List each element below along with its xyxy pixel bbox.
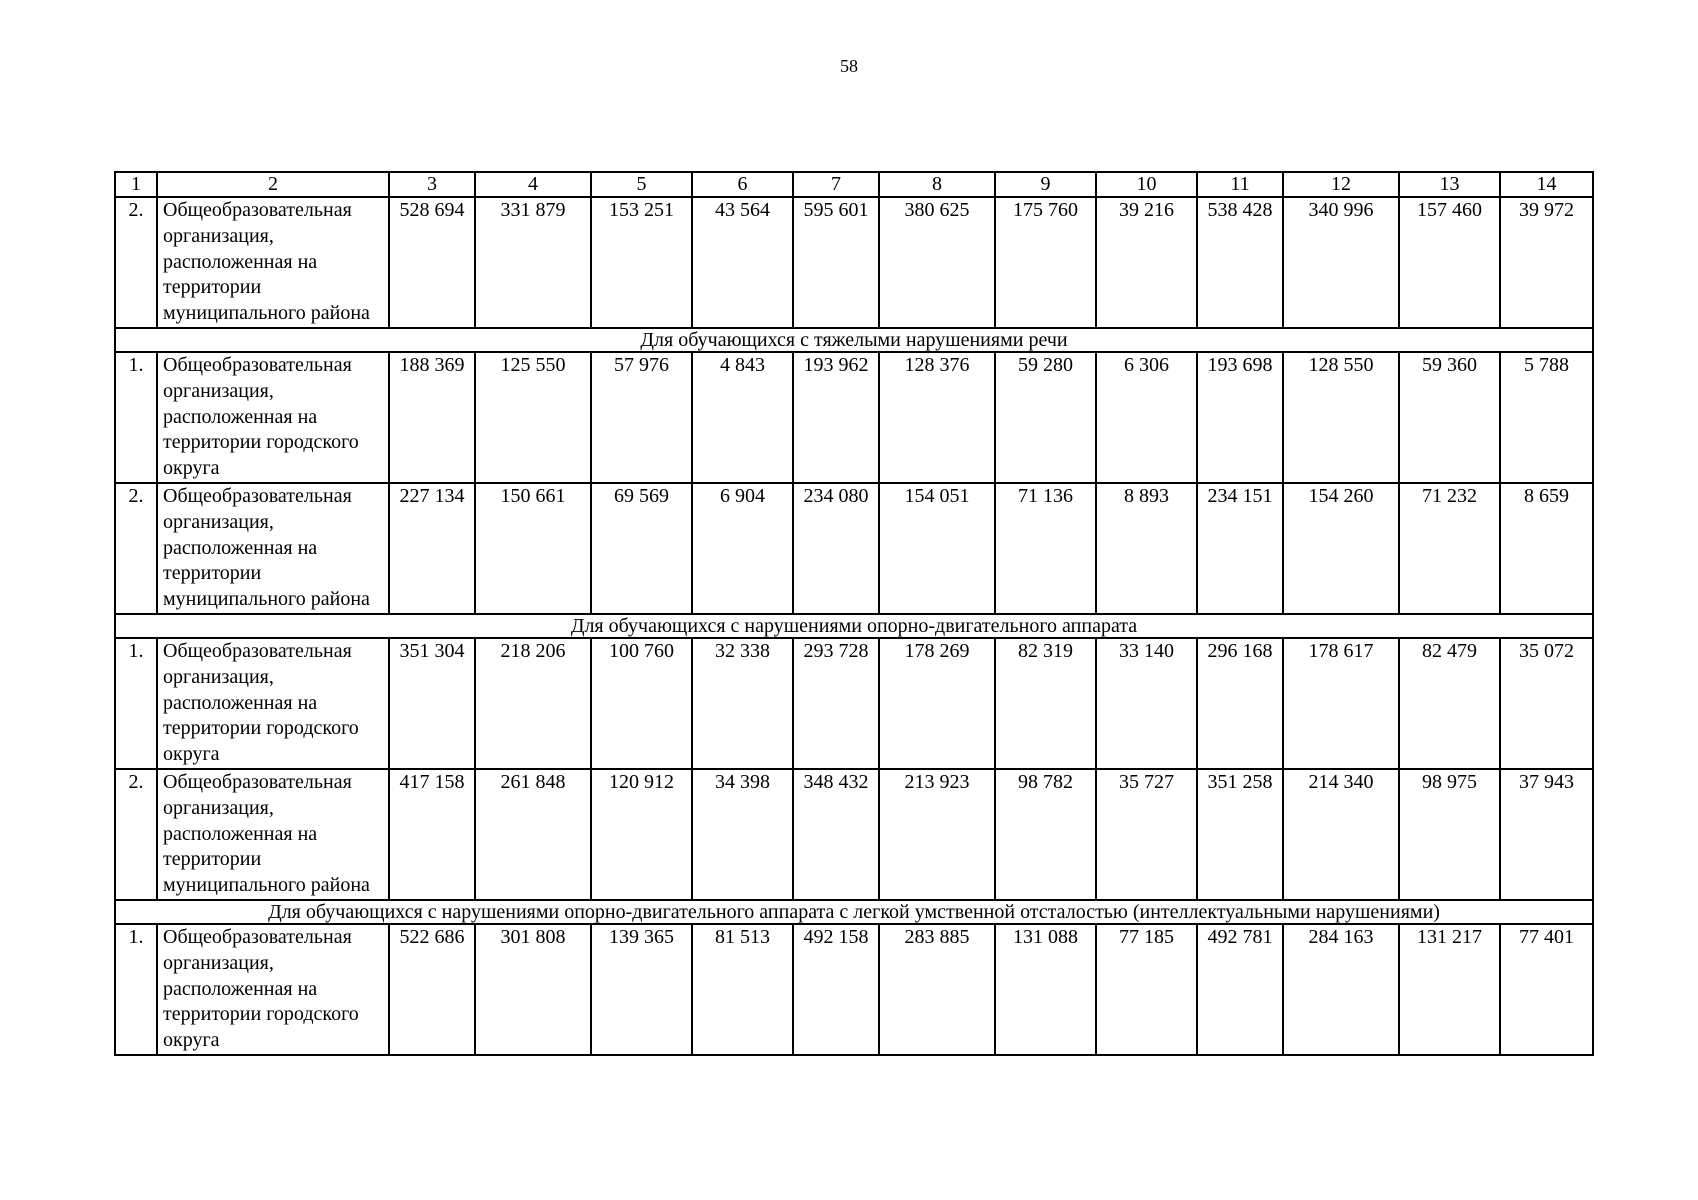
value-cell: 154 260 — [1283, 483, 1399, 614]
column-number: 6 — [692, 172, 793, 197]
column-number: 12 — [1283, 172, 1399, 197]
section-row — [115, 328, 1593, 352]
page-number: 58 — [840, 56, 858, 76]
value-cell: 522 686 — [389, 924, 475, 1055]
organization-name: Общеобразовательная организация, расположенная на территории городского округа — [157, 352, 389, 483]
value-cell: 528 694 — [389, 197, 475, 328]
value-cell: 351 258 — [1197, 769, 1283, 900]
value-cell: 348 432 — [793, 769, 879, 900]
value-cell: 188 369 — [389, 352, 475, 483]
value-cell: 8 893 — [1096, 483, 1197, 614]
section-row — [115, 614, 1593, 638]
value-cell: 125 550 — [475, 352, 591, 483]
row-number: 1. — [115, 352, 157, 483]
value-cell: 33 140 — [1096, 638, 1197, 769]
row-number: 2. — [115, 769, 157, 900]
value-cell: 284 163 — [1283, 924, 1399, 1055]
row-number: 2. — [115, 483, 157, 614]
table-body — [115, 172, 1593, 1055]
row-number: 2. — [115, 197, 157, 328]
section-heading: Для обучающихся с тяжелыми нарушениями речи — [115, 328, 1593, 352]
value-cell: 492 158 — [793, 924, 879, 1055]
value-cell: 35 072 — [1500, 638, 1593, 769]
organization-name: Общеобразовательная организация, расположенная на территории муниципального района — [157, 197, 389, 328]
column-number: 13 — [1399, 172, 1500, 197]
value-cell: 77 401 — [1500, 924, 1593, 1055]
value-cell: 293 728 — [793, 638, 879, 769]
value-cell: 175 760 — [995, 197, 1096, 328]
value-cell: 131 217 — [1399, 924, 1500, 1055]
table-row — [115, 483, 1593, 614]
table-row — [115, 352, 1593, 483]
value-cell: 214 340 — [1283, 769, 1399, 900]
value-cell: 380 625 — [879, 197, 995, 328]
value-cell: 283 885 — [879, 924, 995, 1055]
row-number: 1. — [115, 638, 157, 769]
section-row — [115, 900, 1593, 924]
value-cell: 6 306 — [1096, 352, 1197, 483]
value-cell: 234 151 — [1197, 483, 1283, 614]
value-cell: 39 972 — [1500, 197, 1593, 328]
value-cell: 139 365 — [591, 924, 692, 1055]
value-cell: 120 912 — [591, 769, 692, 900]
organization-name: Общеобразовательная организация, расположенная на территории городского округа — [157, 638, 389, 769]
value-cell: 417 158 — [389, 769, 475, 900]
column-number: 1 — [115, 172, 157, 197]
organization-name: Общеобразовательная организация, расположенная на территории городского округа — [157, 924, 389, 1055]
column-number: 10 — [1096, 172, 1197, 197]
value-cell: 234 080 — [793, 483, 879, 614]
value-cell: 82 479 — [1399, 638, 1500, 769]
value-cell: 492 781 — [1197, 924, 1283, 1055]
value-cell: 43 564 — [692, 197, 793, 328]
value-cell: 595 601 — [793, 197, 879, 328]
value-cell: 4 843 — [692, 352, 793, 483]
section-heading: Для обучающихся с нарушениями опорно-двигательного аппарата с легкой умственной отсталостью (интеллектуальными нарушениями) — [115, 900, 1593, 924]
table-row — [115, 924, 1593, 1055]
table-row — [115, 197, 1593, 328]
value-cell: 178 269 — [879, 638, 995, 769]
value-cell: 157 460 — [1399, 197, 1500, 328]
column-number: 2 — [157, 172, 389, 197]
value-cell: 154 051 — [879, 483, 995, 614]
value-cell: 193 962 — [793, 352, 879, 483]
value-cell: 5 788 — [1500, 352, 1593, 483]
value-cell: 193 698 — [1197, 352, 1283, 483]
value-cell: 213 923 — [879, 769, 995, 900]
value-cell: 57 976 — [591, 352, 692, 483]
table-row — [115, 638, 1593, 769]
value-cell: 351 304 — [389, 638, 475, 769]
value-cell: 128 550 — [1283, 352, 1399, 483]
value-cell: 39 216 — [1096, 197, 1197, 328]
value-cell: 538 428 — [1197, 197, 1283, 328]
value-cell: 128 376 — [879, 352, 995, 483]
value-cell: 71 136 — [995, 483, 1096, 614]
section-heading: Для обучающихся с нарушениями опорно-двигательного аппарата — [115, 614, 1593, 638]
value-cell: 8 659 — [1500, 483, 1593, 614]
table-row — [115, 769, 1593, 900]
column-number: 7 — [793, 172, 879, 197]
value-cell: 82 319 — [995, 638, 1096, 769]
value-cell: 331 879 — [475, 197, 591, 328]
column-number: 3 — [389, 172, 475, 197]
organization-name: Общеобразовательная организация, расположенная на территории муниципального района — [157, 483, 389, 614]
value-cell: 98 782 — [995, 769, 1096, 900]
column-number-row — [115, 172, 1593, 197]
value-cell: 153 251 — [591, 197, 692, 328]
organization-name: Общеобразовательная организация, расположенная на территории муниципального района — [157, 769, 389, 900]
value-cell: 6 904 — [692, 483, 793, 614]
value-cell: 296 168 — [1197, 638, 1283, 769]
value-cell: 35 727 — [1096, 769, 1197, 900]
value-cell: 32 338 — [692, 638, 793, 769]
row-number: 1. — [115, 924, 157, 1055]
value-cell: 227 134 — [389, 483, 475, 614]
column-number: 5 — [591, 172, 692, 197]
column-number: 14 — [1500, 172, 1593, 197]
column-number: 11 — [1197, 172, 1283, 197]
value-cell: 59 360 — [1399, 352, 1500, 483]
value-cell: 71 232 — [1399, 483, 1500, 614]
value-cell: 340 996 — [1283, 197, 1399, 328]
value-cell: 81 513 — [692, 924, 793, 1055]
value-cell: 69 569 — [591, 483, 692, 614]
value-cell: 34 398 — [692, 769, 793, 900]
value-cell: 59 280 — [995, 352, 1096, 483]
value-cell: 301 808 — [475, 924, 591, 1055]
data-table — [114, 171, 1594, 1056]
value-cell: 77 185 — [1096, 924, 1197, 1055]
value-cell: 37 943 — [1500, 769, 1593, 900]
column-number: 8 — [879, 172, 995, 197]
column-number: 9 — [995, 172, 1096, 197]
value-cell: 218 206 — [475, 638, 591, 769]
value-cell: 98 975 — [1399, 769, 1500, 900]
value-cell: 150 661 — [475, 483, 591, 614]
value-cell: 178 617 — [1283, 638, 1399, 769]
value-cell: 131 088 — [995, 924, 1096, 1055]
value-cell: 261 848 — [475, 769, 591, 900]
column-number: 4 — [475, 172, 591, 197]
value-cell: 100 760 — [591, 638, 692, 769]
